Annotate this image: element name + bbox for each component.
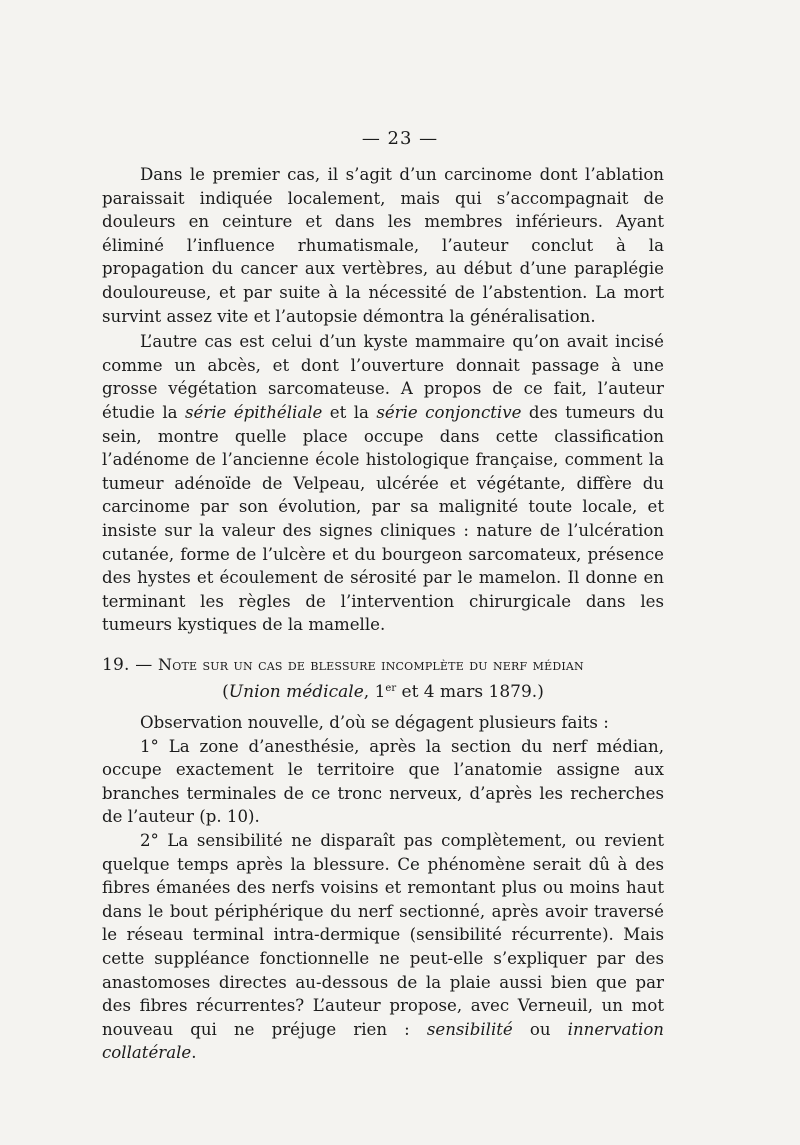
paragraph-kyste <box>102 330 664 637</box>
emphasis-serie-conjonctive: série conjonctive <box>376 402 522 422</box>
page-number: — 23 — <box>361 128 439 149</box>
paragraph-carcinome: Dans le premier cas, il s’agit d’un carcinome dont l’ablation paraissait indiquée localement, mais qui s’accompagnait de douleurs en ceinture et dans les membres inférieurs. Ayant éliminé l’influence rhumatismale, l’auteur conclut à la propagation du cancer aux vertèbres, au début d’une paraplégie douloureuse, et par suite à la nécessité de l’abstention. La mort survint assez vite et l’autopsie démontra la généralisation. <box>102 165 664 326</box>
text-span: et 4 mars 1879.) <box>396 682 544 703</box>
text-span: L’autre cas est celui d’un kyste mammaire qu’on avait incisé comme un abcès, et dont l’ouverture donnait passage à une grosse végétation sarcomateuse. A propos de ce fait, l’auteur étudie la <box>102 332 664 422</box>
paragraph-fait-1: 1° La zone d’anesthésie, après la section du nerf médian, occupe exactement le territoire que l’anatomie assigne aux branches terminales de ce tronc nerveux, d’après les recherches de l’auteur (p. 10). <box>102 736 664 827</box>
emphasis-innervation-collaterale: innervation collatérale <box>102 1019 664 1063</box>
superscript: er <box>385 683 397 695</box>
citation <box>102 677 664 705</box>
emphasis-serie-epitheliale: série épithéliale <box>184 402 323 422</box>
text-span: des tumeurs du sein, montre quelle place occupe dans cette classification l’adénome de l’ancienne école histologique française, comment la tumeur adénoïde de Velpeau, ulcérée et végétante, diffère du carcinome par son évolution, par sa malignité toute locale, et insiste sur la valeur des signes cliniques : nature de l’ulcération cutanée, forme de l’ulcère et du bourgeon sarcomateux, présence des hystes et écoulement de sérosité par le mamelon. Il donne en terminant les règles de l’intervention chirurgicale dans les tumeurs kystiques de la mamelle. <box>102 402 665 635</box>
text-span: 1 <box>374 682 386 703</box>
text-span: ou <box>512 1019 568 1039</box>
text-span: ( <box>222 682 229 703</box>
paragraph-observation: Observation nouvelle, d’où se dégagent plusieurs faits : <box>140 713 609 733</box>
paragraph-fait-2 <box>102 829 664 1065</box>
section-number: 19. — <box>102 654 159 675</box>
emphasis-sensibilite: sensibilité <box>426 1019 513 1039</box>
section-heading <box>102 653 664 678</box>
text-span: 2° La sensibilité ne disparaît pas complètement, ou revient quelque temps après la blessure. Ce phénomène serait dû à des fibres émanées des nerfs voisins et remontant plus ou moins haut dans le bout périphérique du nerf sectionné, après avoir traversé le réseau terminal intra-dermique (sensibilité récurrente). Mais cette suppléance fonctionnelle ne peut-elle s’expliquer par des anastomoses directes au-dessous de la plaie aussi bien que par des fibres récurrentes? L’auteur propose, avec Verneuil, un mot nouveau qui ne préjuge rien : <box>102 831 664 1039</box>
text-span: , <box>363 682 375 703</box>
citation-journal: Union médicale <box>228 682 364 703</box>
text-span: . <box>191 1043 197 1063</box>
section-title: Note sur un cas de blessure incomplète du nerf médian <box>158 654 584 674</box>
text-span: et la <box>322 402 377 422</box>
page-body <box>102 163 664 1065</box>
